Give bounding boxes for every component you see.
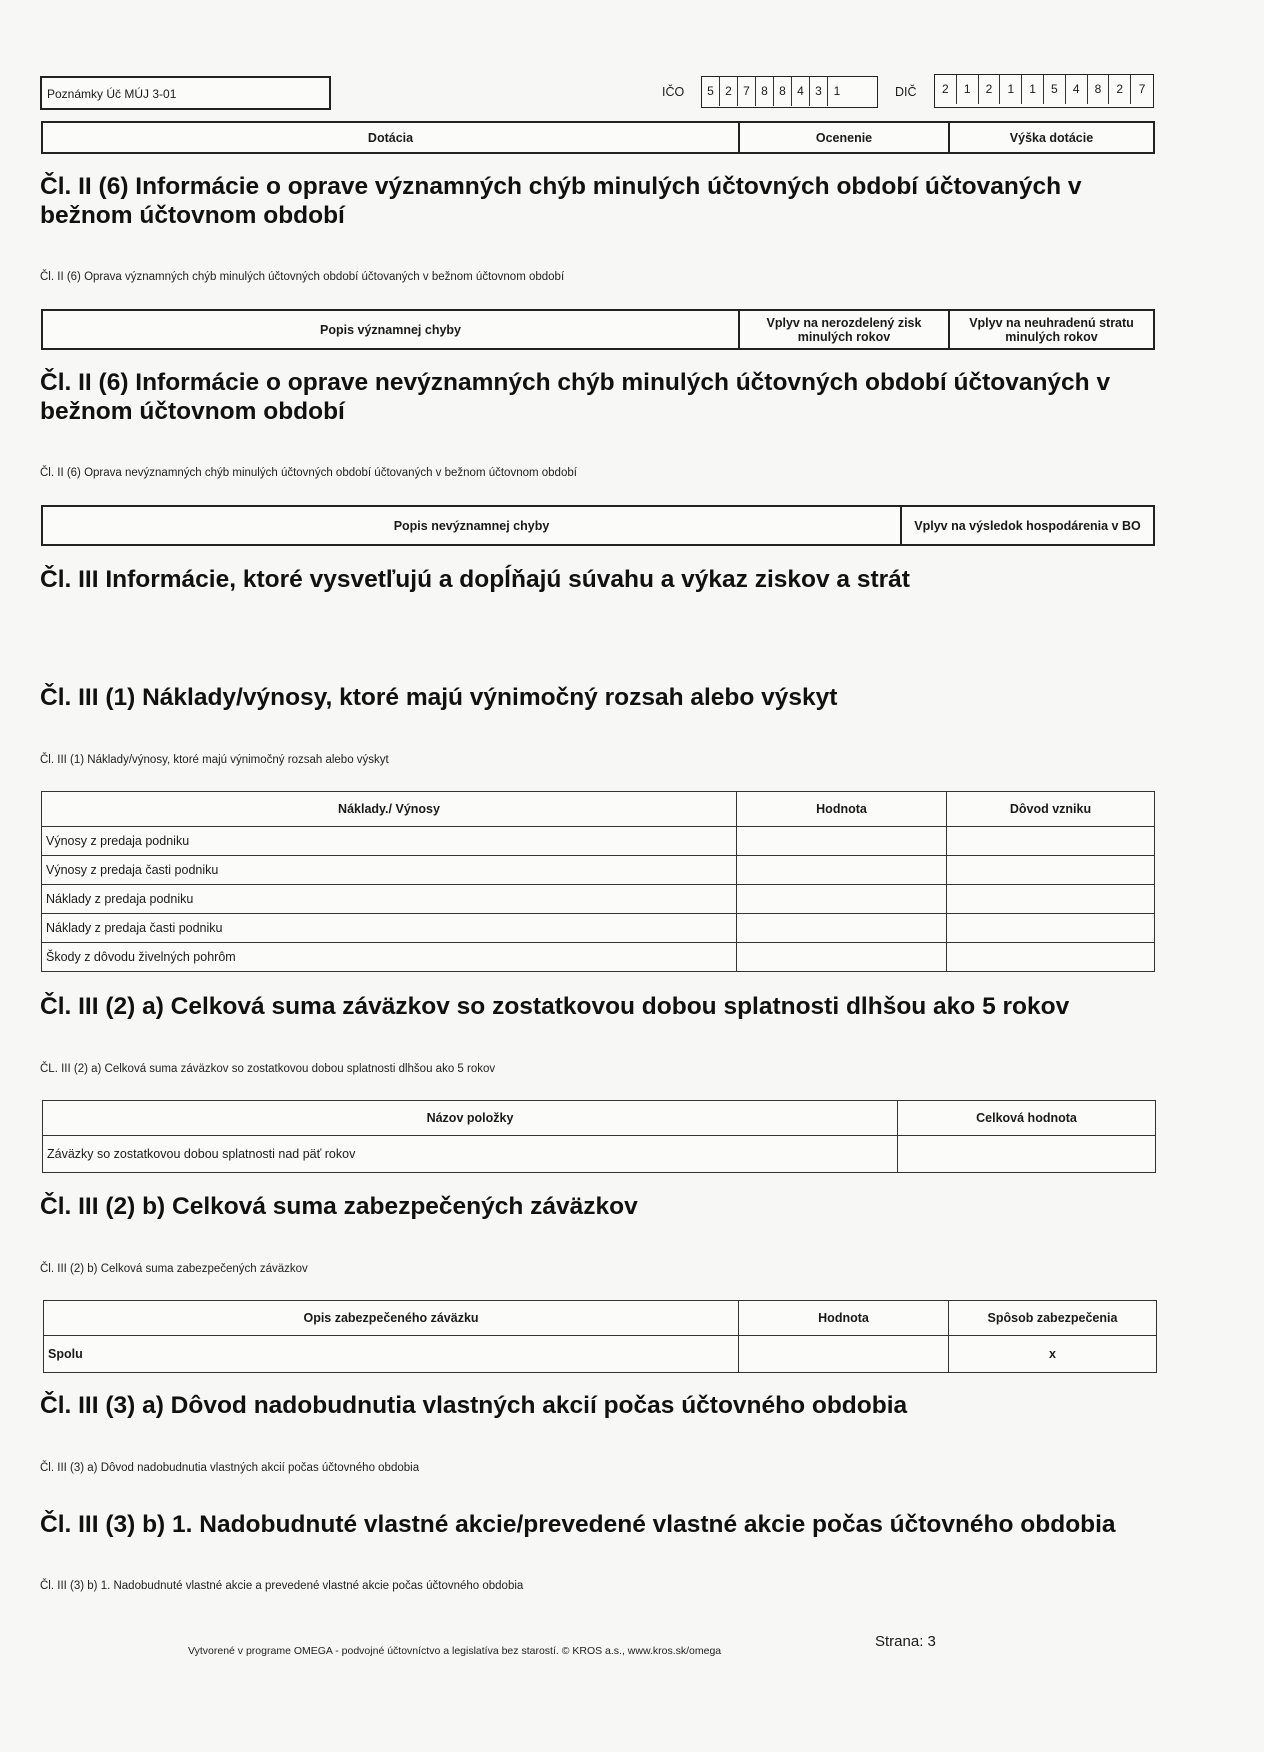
dotacia-table-header <box>41 121 1155 154</box>
dic-digit: 1 <box>957 75 979 104</box>
dic-digit: 2 <box>935 75 957 104</box>
table-row <box>42 856 1155 885</box>
column-header: Celková hodnota <box>898 1101 1156 1136</box>
section-title: Čl. III (3) b) 1. Nadobudnuté vlastné akcie/prevedené vlastné akcie počas účtovného obdobia <box>40 1511 1116 1538</box>
form-label-box <box>40 76 331 110</box>
row-label: Výnosy z predaja podniku <box>42 827 737 856</box>
column-header: Hodnota <box>739 1301 949 1336</box>
column-header: Názov položky <box>43 1101 898 1136</box>
section-title: Čl. II (6) Informácie o oprave nevýznamných chýb minulých účtovných období účtovaných v bežnom účtovnom období <box>40 369 1111 425</box>
column-header: Výška dotácie <box>948 123 1153 152</box>
dic-digit: 2 <box>1109 75 1131 104</box>
ico-digit: 1 <box>833 84 841 98</box>
total-mark: x <box>949 1336 1157 1373</box>
value-cell[interactable] <box>737 914 947 943</box>
column-header: Ocenenie <box>738 123 948 152</box>
dic-digit: 2 <box>979 75 1001 104</box>
table-row <box>42 885 1155 914</box>
dic-digit: 1 <box>1022 75 1044 104</box>
reason-cell[interactable] <box>947 856 1155 885</box>
ico-digit: 8 <box>774 77 792 106</box>
section-title: Čl. III Informácie, ktoré vysvetľujú a dopĺňajú súvahu a výkaz ziskov a strát <box>40 566 910 593</box>
section-title: Čl. III (2) a) Celková suma záväzkov so zostatkovou dobou splatnosti dlhšou ako 5 rokov <box>40 993 1070 1020</box>
column-header: Vplyv na výsledok hospodárenia v BO <box>900 507 1153 544</box>
ico-digit: 4 <box>792 77 810 106</box>
row-label: Záväzky so zostatkovou dobou splatnosti nad päť rokov <box>43 1136 898 1173</box>
column-header: Vplyv na neuhradenú stratu minulých rokov <box>948 311 1153 348</box>
ico-digit: 5 <box>702 77 720 106</box>
value-cell[interactable] <box>739 1336 949 1373</box>
value-cell[interactable] <box>898 1136 1156 1173</box>
column-header: Hodnota <box>737 792 947 827</box>
row-label: Náklady z predaja podniku <box>42 885 737 914</box>
section-subtitle: Čl. II (6) Oprava nevýznamných chýb minulých účtovných období účtovaných v bežnom účtovnom období <box>40 467 577 479</box>
extraordinary-items-table <box>41 791 1155 972</box>
value-cell[interactable] <box>737 827 947 856</box>
ico-digit: 2 <box>720 77 738 106</box>
total-label: Spolu <box>44 1336 739 1373</box>
major-errors-table-header <box>41 309 1155 350</box>
row-label: Náklady z predaja časti podniku <box>42 914 737 943</box>
table-row <box>42 914 1155 943</box>
column-header: Popis nevýznamnej chyby <box>393 518 550 533</box>
dic-label: DIČ <box>895 85 917 99</box>
table-row <box>42 827 1155 856</box>
value-cell[interactable] <box>737 885 947 914</box>
ico-digit: 7 <box>738 77 756 106</box>
long-term-liabilities-table <box>42 1100 1156 1173</box>
column-header: Dôvod vzniku <box>947 792 1155 827</box>
row-label: Výnosy z predaja časti podniku <box>42 856 737 885</box>
section-subtitle: Čl. III (2) b) Celková suma zabezpečených záväzkov <box>40 1263 308 1275</box>
table-row <box>44 1336 1157 1373</box>
ico-label: IČO <box>662 85 685 99</box>
section-subtitle: Čl. III (1) Náklady/výnosy, ktoré majú výnimočný rozsah alebo výskyt <box>40 754 389 766</box>
reason-cell[interactable] <box>947 914 1155 943</box>
column-header: Spôsob zabezpečenia <box>949 1301 1157 1336</box>
secured-liabilities-table <box>43 1300 1157 1373</box>
dic-digit: 1 <box>1000 75 1022 104</box>
ico-digits <box>701 76 878 108</box>
column-header: Náklady./ Výnosy <box>42 792 737 827</box>
reason-cell[interactable] <box>947 885 1155 914</box>
section-title: Čl. III (3) a) Dôvod nadobudnutia vlastných akcií počas účtovného obdobia <box>40 1392 908 1419</box>
page-number: Strana: 3 <box>875 1633 936 1650</box>
section-title: Čl. II (6) Informácie o oprave významných chýb minulých účtovných období účtovaných v bežnom účtovnom období <box>40 173 1082 229</box>
form-label: Poznámky Úč MÚJ 3-01 <box>47 87 177 101</box>
footer-credit: Vytvorené v programe OMEGA - podvojné účtovníctvo a legislatíva bez starostí. © KROS a.s., www.kros.sk/omega <box>188 1645 722 1657</box>
dic-digit: 7 <box>1138 82 1146 96</box>
column-header: Dotácia <box>367 130 414 145</box>
ico-digit: 3 <box>810 77 828 106</box>
minor-errors-table-header <box>41 505 1155 546</box>
row-label: Škody z dôvodu živelných pohrôm <box>42 943 737 972</box>
dic-digit: 4 <box>1066 75 1088 104</box>
dic-digits <box>934 74 1154 108</box>
section-subtitle: ČL. III (2) a) Celková suma záväzkov so zostatkovou dobou splatnosti dlhšou ako 5 rokov <box>40 1063 496 1075</box>
dic-digit: 8 <box>1088 75 1110 104</box>
reason-cell[interactable] <box>947 943 1155 972</box>
dic-digit: 5 <box>1044 75 1066 104</box>
table-row <box>42 943 1155 972</box>
column-header: Vplyv na nerozdelený zisk minulých rokov <box>738 311 948 348</box>
ico-digit: 8 <box>756 77 774 106</box>
section-subtitle: Čl. II (6) Oprava významných chýb minulých účtovných období účtovaných v bežnom účtovnom období <box>40 271 565 283</box>
section-title: Čl. III (2) b) Celková suma zabezpečených záväzkov <box>40 1193 638 1220</box>
reason-cell[interactable] <box>947 827 1155 856</box>
column-header: Popis významnej chyby <box>319 322 462 337</box>
section-subtitle: Čl. III (3) b) 1. Nadobudnuté vlastné akcie a prevedené vlastné akcie počas účtovného obdobia <box>40 1580 524 1592</box>
value-cell[interactable] <box>737 856 947 885</box>
value-cell[interactable] <box>737 943 947 972</box>
column-header: Opis zabezpečeného záväzku <box>44 1301 739 1336</box>
section-title: Čl. III (1) Náklady/výnosy, ktoré majú výnimočný rozsah alebo výskyt <box>40 684 838 711</box>
table-row <box>43 1136 1156 1173</box>
section-subtitle: Čl. III (3) a) Dôvod nadobudnutia vlastných akcií počas účtovného obdobia <box>40 1462 420 1474</box>
